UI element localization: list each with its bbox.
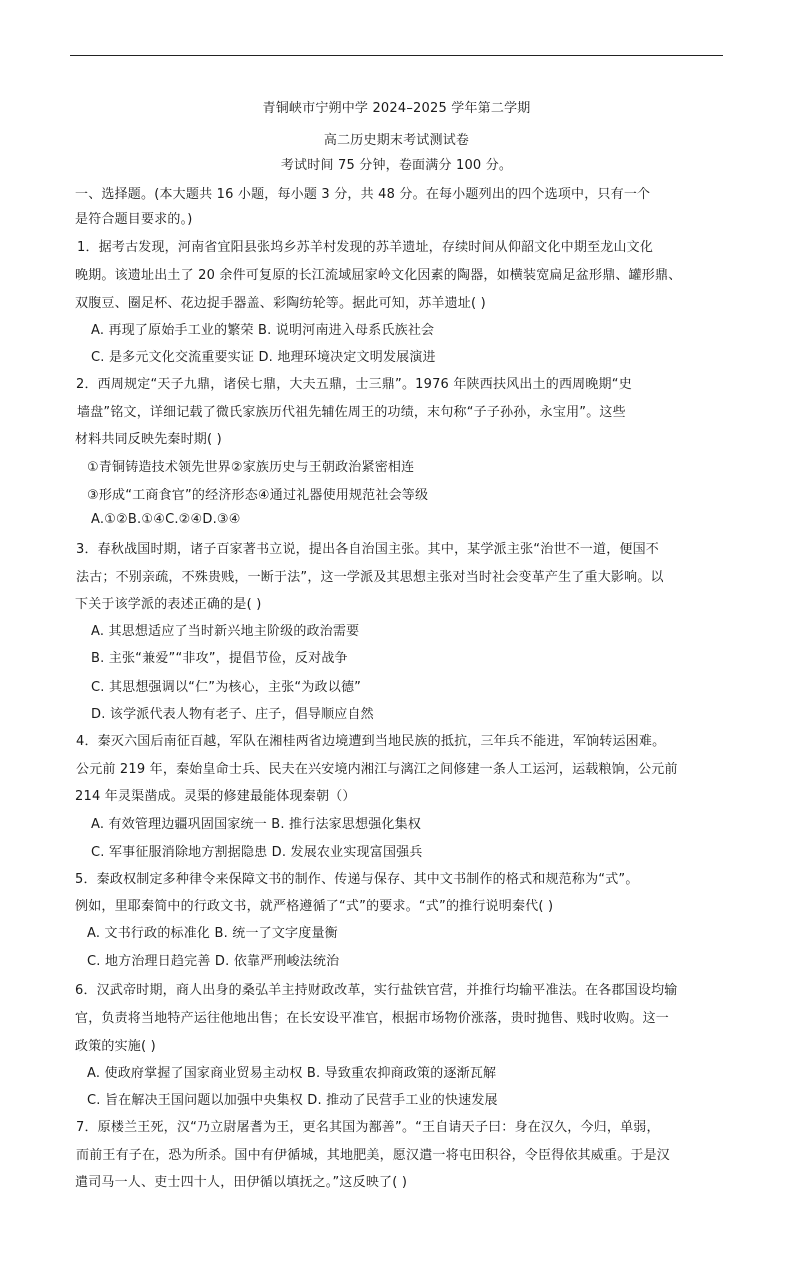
q7-line3: 遣司马一人、吏士四十人，田伊循以填抚之。”这反映了( ) bbox=[75, 1175, 408, 1190]
q1-line3: 双腹豆、圈足杯、花边捉手器盖、彩陶纺轮等。据此可知，苏羊遗址( ) bbox=[75, 296, 486, 311]
q3-line1: 3．春秋战国时期，诸子百家著书立说，提出各自治国主张。其中，某学派主张“治世不一道，便国不 bbox=[76, 542, 660, 557]
q5-option-ab: A. 文书行政的标准化 B. 统一了文字度量衡 bbox=[87, 926, 338, 941]
school-line: 青铜峡市宁朔中学 2024–2025 学年第二学期 bbox=[262, 101, 531, 116]
q4-line1: 4．秦灭六国后南征百越，军队在湘桂两省边境遭到当地民族的抵抗，三年兵不能进，军饷转运困难。 bbox=[76, 734, 666, 749]
q5-option-cd: C. 地方治理日趋完善 D. 依靠严刑峻法统治 bbox=[87, 954, 340, 969]
q7-line2: 而前王有子在，恐为所杀。国中有伊循城，其地肥美，愿汉遣一将屯田积谷，令臣得依其威重。于是汉 bbox=[76, 1148, 671, 1163]
q6-option-cd: C. 旨在解决王国问题以加强中央集权 D. 推动了民营手工业的快速发展 bbox=[87, 1093, 498, 1108]
q1-option-ab: A. 再现了原始手工业的繁荣 B. 说明河南进入母系氏族社会 bbox=[91, 323, 435, 338]
q1-line1: 1．据考古发现，河南省宜阳县张坞乡苏羊村发现的苏羊遗址，存续时间从仰韶文化中期至龙山文化 bbox=[77, 240, 654, 255]
q6-line3: 政策的实施( ) bbox=[75, 1039, 156, 1054]
q4-option-cd: C. 军事征服消除地方割据隐患 D. 发展农业实现富国强兵 bbox=[91, 845, 423, 860]
q4-line3: 214 年灵渠凿成。灵渠的修建最能体现秦朝（） bbox=[75, 789, 356, 804]
q3-option-c: C. 其思想强调以“仁”为核心，主张“为政以德” bbox=[91, 680, 362, 695]
q6-line2: 官，负责将当地特产运往他地出售；在长安设平准官，根据市场物价涨落，贵时抛售、贱时收购。这一 bbox=[75, 1011, 670, 1026]
q5-line2: 例如，里耶秦简中的行政文书，就严格遵循了“式”的要求。“式”的推行说明秦代( ) bbox=[75, 899, 554, 914]
section-heading-line1: 一、选择题。(本大题共 16 小题，每小题 3 分，共 48 分。在每小题列出的四个选项中，只有一个 bbox=[75, 187, 651, 202]
q3-option-d: D. 该学派代表人物有老子、庄子，倡导顺应自然 bbox=[91, 707, 374, 722]
q1-option-cd: C. 是多元文化交流重要实证 D. 地理环境决定文明发展演进 bbox=[91, 350, 436, 365]
q4-line2: 公元前 219 年，秦始皇命士兵、民夫在兴安境内湘江与漓江之间修建一条人工运河，运载粮饷，公元前 bbox=[76, 762, 678, 777]
q2-statements-34: ③形成“工商食官”的经济形态④通过礼器使用规范社会等级 bbox=[87, 488, 429, 503]
q2-line3: 材料共同反映先秦时期( ) bbox=[75, 432, 222, 447]
q2-line1: 2．西周规定“天子九鼎，诸侯七鼎，大夫五鼎，士三鼎”。1976 年陕西扶风出土的西周晚期“史 bbox=[76, 377, 632, 392]
q3-line2: 法古；不别亲疏，不殊贵贱，一断于法”，这一学派及其思想主张对当时社会变革产生了重大影响。以 bbox=[76, 570, 664, 585]
section-heading-line2: 是符合题目要求的。) bbox=[75, 212, 193, 227]
q5-line1: 5．秦政权制定多种律令来保障文书的制作、传递与保存、其中文书制作的格式和规范称为“式”。 bbox=[75, 872, 639, 887]
exam-info: 考试时间 75 分钟，卷面满分 100 分。 bbox=[280, 158, 513, 173]
q7-line1: 7．原楼兰王死，汉“乃立尉屠耆为王，更名其国为鄯善”。“王自请天子曰：身在汉久，今归，单弱， bbox=[76, 1120, 660, 1135]
q2-statements-12: ①青铜铸造技术领先世界②家族历史与王朝政治紧密相连 bbox=[87, 460, 415, 475]
q2-line2: 墙盘”铭文，详细记载了微氏家族历代祖先辅佐周王的功绩，末句称“子子孙孙，永宝用”。这些 bbox=[77, 405, 626, 420]
q4-option-ab: A. 有效管理边疆巩固国家统一 B. 推行法家思想强化集权 bbox=[91, 817, 422, 832]
q1-line2: 晚期。该遗址出土了 20 余件可复原的长江流域屈家岭文化因素的陶器，如横装宽扁足盆形鼎、罐形鼎、 bbox=[75, 268, 682, 283]
exam-title: 高二历史期末考试测试卷 bbox=[323, 133, 470, 148]
q3-line3: 下关于该学派的表述正确的是( ) bbox=[75, 597, 262, 612]
q3-option-b: B. 主张“兼爱”“非攻”，提倡节俭，反对战争 bbox=[91, 651, 348, 666]
q6-option-ab: A. 使政府掌握了国家商业贸易主动权 B. 导致重农抑商政策的逐渐瓦解 bbox=[87, 1066, 497, 1081]
q6-line1: 6．汉武帝时期，商人出身的桑弘羊主持财政改革，实行盐铁官营，并推行均输平准法。在各郡国设均输 bbox=[75, 983, 678, 998]
q3-option-a: A. 其思想适应了当时新兴地主阶级的政治需要 bbox=[91, 624, 360, 639]
header-rule bbox=[70, 55, 723, 56]
q2-choices: A.①②B.①④C.②④D.③④ bbox=[91, 512, 241, 527]
